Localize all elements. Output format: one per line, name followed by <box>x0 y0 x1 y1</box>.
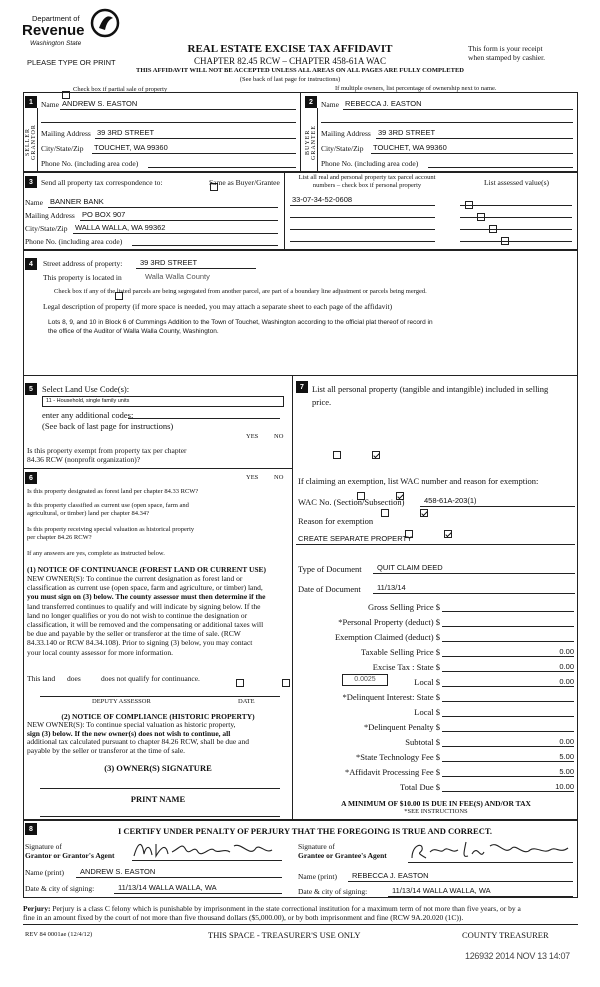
s5-yes-header: YES <box>246 433 259 440</box>
see-back: (See back of last page for instructions) <box>239 76 341 83</box>
section-5-number: 5 <box>25 383 37 395</box>
land-use-label: Select Land Use Code(s): <box>42 384 130 394</box>
deputy-date-label: DATE <box>238 698 255 705</box>
s3-city-label: City/State/Zip <box>25 224 68 233</box>
perjury-notice <box>23 904 583 922</box>
warning-line: THIS AFFIDAVIT WILL NOT BE ACCEPTED UNLESS ALL AREAS ON ALL PAGES ARE FULLY COMPLETED <box>136 67 464 74</box>
s2-phone-label: Phone No. (including area code) <box>321 159 419 168</box>
divider-5-6 <box>23 468 292 469</box>
current-use-no-checkbox[interactable] <box>420 509 428 517</box>
grantee-dc-label: Date & city of signing: <box>298 887 368 896</box>
exempt-question-2: 84.36 RCW (nonprofit organization)? <box>27 455 141 464</box>
grantor-np-value[interactable]: ANDREW S. EASTON <box>80 867 156 876</box>
personal-property-list-1: List all personal property (tangible and intangible) included in selling <box>312 384 549 394</box>
receipt-note <box>468 44 545 62</box>
s2-name-value[interactable]: REBECCA J. EASTON <box>345 99 422 108</box>
current-use-yes-checkbox[interactable] <box>381 509 389 517</box>
grantee-signature-text <box>408 838 415 839</box>
assessed-line-2 <box>460 217 572 218</box>
s3-mail-label: Mailing Address <box>25 211 75 220</box>
legal-line2: the office of the Auditor of Walla Walla County, Washington. <box>48 328 219 335</box>
s2-city-line <box>371 153 573 154</box>
street-value[interactable]: 39 3RD STREET <box>140 258 198 267</box>
personal-property-list-2: price. <box>312 397 332 407</box>
grantor-signature[interactable] <box>132 838 282 860</box>
perjury-bold: Perjury: <box>23 904 51 913</box>
print-name-line <box>40 816 280 817</box>
street-line <box>136 268 256 269</box>
grantee-sig-label-1: Signature of <box>298 842 335 851</box>
notice-1-title: (1) NOTICE OF CONTINUANCE (FOREST LAND OR CURRENT USE) <box>27 565 267 574</box>
fee-value[interactable] <box>442 632 574 642</box>
s5-no-header: NO <box>274 433 284 440</box>
s2-name-line <box>343 109 573 110</box>
seller-grantor-label: SELLER GRANTOR <box>25 124 37 161</box>
dept-line1: Department of <box>32 14 80 23</box>
notice-2-body <box>27 721 289 755</box>
assessed-line-4 <box>460 241 572 242</box>
historic-question-2: per chapter 84.26 RCW? <box>27 534 92 541</box>
rev-label: REV 84 0001ae (12/4/12) <box>25 931 93 938</box>
assessed-line-1 <box>460 205 572 206</box>
print-name-label: PRINT NAME <box>130 794 186 804</box>
s1-name-label: Name <box>41 100 59 109</box>
s2-mail-value[interactable]: 39 3RD STREET <box>378 128 436 137</box>
additional-codes-label: enter any additional codes: <box>42 410 134 420</box>
wac-line <box>420 506 575 507</box>
notice-1-line: be due and payable by the seller or transferor at the time of sale. (RCW <box>27 629 241 639</box>
fee-label: *Personal Property (deduct) $ <box>338 617 440 627</box>
grantee-sig-label-2: Grantee or Grantee's Agent <box>298 851 387 860</box>
divider-buyer-side <box>317 108 318 172</box>
perjury-text-2: fine in an amount fixed by the court of not more than five thousand dollars ($5,000.00), or by both imprisonment and fine (RCW 9A.20.020 (1C)). <box>23 913 464 922</box>
wa-logo-icon <box>90 8 120 38</box>
section-4-number: 4 <box>25 258 37 270</box>
s2-city-label: City/State/Zip <box>321 144 364 153</box>
land-does-checkbox[interactable] <box>236 679 244 687</box>
fee-label: Excise Tax : State $ <box>372 662 440 672</box>
divider-1-2 <box>300 92 301 172</box>
owner-signature-title: (3) OWNER(S) SIGNATURE <box>104 763 212 773</box>
s3-mail-value[interactable]: PO BOX 907 <box>82 210 126 219</box>
fee-value[interactable] <box>442 617 574 627</box>
doc-date-label: Date of Document <box>298 584 361 594</box>
s1-name-value[interactable]: ANDREW S. EASTON <box>62 99 138 108</box>
fee-label: Local $ <box>414 677 440 687</box>
this-land-label: This land <box>27 674 56 683</box>
land-does-label: does <box>67 674 81 683</box>
exempt-yes-checkbox[interactable] <box>333 451 341 459</box>
fee-value[interactable]: 0.00 <box>442 662 574 672</box>
section-8-number: 8 <box>25 823 37 835</box>
grantee-sig-line <box>408 862 573 863</box>
perjury-line-1 <box>23 904 583 913</box>
parcel-number-1[interactable]: 33-07-34-52-0608 <box>292 195 353 204</box>
s2-mail-line <box>376 138 573 139</box>
owner-signature-line <box>40 788 280 789</box>
s3-name-label: Name <box>25 198 43 207</box>
s3-city-line <box>73 233 278 234</box>
fee-value[interactable]: 10.00 <box>442 782 574 792</box>
fee-label: Gross Selling Price $ <box>367 602 440 612</box>
grantee-dc-value[interactable]: 11/13/14 WALLA WALLA, WA <box>392 886 491 895</box>
historic-question-1: Is this property receiving special valuation as historical property <box>27 526 195 533</box>
street-label: Street address of property: <box>43 259 123 268</box>
s2-city-value[interactable]: TOUCHET, WA 99360 <box>373 143 447 152</box>
grantee-dc-line <box>388 896 573 897</box>
s3-city-value[interactable]: WALLA WALLA, WA 99362 <box>75 223 166 232</box>
partial-sale-label: Check box if partial sale of property <box>73 86 168 93</box>
current-use-question-2: agricultural, or timber) land per chapter 84.34? <box>27 510 150 517</box>
s3-send-label: Send all property tax correspondence to: <box>41 178 163 187</box>
forest-question: Is this property designated as forest land per chapter 84.33 RCW? <box>27 488 199 495</box>
s1-city-line <box>92 153 296 154</box>
fee-value[interactable] <box>442 707 574 717</box>
located-label: This property is located in <box>43 273 122 282</box>
notice-1-line: classification, it will be removed and the compensating or additional taxes will <box>27 620 264 630</box>
s1-phone-label: Phone No. (including area code) <box>41 159 139 168</box>
section-6-number: 6 <box>25 472 37 484</box>
s2-mail-label: Mailing Address <box>321 129 371 138</box>
claim-exemption-label: If claiming an exemption, list WAC number and reason for exemption: <box>298 476 539 486</box>
notice-1-line: 84.33.140 or RCW 84.34.108). Prior to signing (3) below, you may contact <box>27 638 253 648</box>
notice-1-line: land transferred continues to qualify and will indicate by signing below. If the <box>27 601 261 611</box>
wac-value[interactable]: 458-61A-203(1) <box>424 496 477 505</box>
s2-phone-line <box>428 167 573 168</box>
section-4-box <box>23 250 578 375</box>
legal-label: Legal description of property (if more space is needed, you may attach a separate sheet to each page of the affidavit) <box>43 302 393 311</box>
grantee-np-line <box>348 881 573 882</box>
chapter-line: CHAPTER 82.45 RCW – CHAPTER 458-61A WAC <box>194 56 386 66</box>
s3-mail-line <box>80 220 278 221</box>
section-7-number: 7 <box>296 381 308 393</box>
s3-name-line <box>48 207 278 208</box>
notice-2-line: payable by the seller or transferor at the time of sale. <box>27 745 186 755</box>
fee-label: Local $ <box>414 707 440 717</box>
segregated-label: Check box if any of the listed parcels are being segregated from another parcel, are part of a boundary line adjustment or parcels being merged. <box>54 288 427 295</box>
located-value: Walla Walla County <box>145 272 210 281</box>
exempt-question-1: Is this property exempt from property tax per chapter <box>27 446 187 455</box>
fee-label: Subtotal $ <box>405 737 440 747</box>
fee-label: *State Technology Fee $ <box>356 752 440 762</box>
notice-2-title: (2) NOTICE OF COMPLIANCE (HISTORIC PROPERTY) <box>61 712 255 721</box>
grantor-sig-line <box>132 860 282 861</box>
fee-value[interactable]: 5.00 <box>442 767 574 777</box>
s1-mail-line <box>95 138 296 139</box>
certify-statement: I CERTIFY UNDER PENALTY OF PERJURY THAT THE FOREGOING IS TRUE AND CORRECT. <box>117 826 492 836</box>
reason-line <box>296 544 575 545</box>
fee-value[interactable]: 5.00 <box>442 752 574 762</box>
fee-value[interactable] <box>442 722 574 732</box>
dor-logo <box>10 8 120 53</box>
current-use-question-1: Is this property classified as current use (open space, farm and <box>27 502 189 509</box>
grantor-np-line <box>76 877 282 878</box>
form-title: REAL ESTATE EXCISE TAX AFFIDAVIT <box>187 43 393 55</box>
reason-value[interactable]: CREATE SEPARATE PROPERTY <box>298 534 413 543</box>
fee-label: Taxable Selling Price $ <box>361 647 440 657</box>
notice-1-line: land no longer qualifies or you do not wish to continue the designation or <box>27 610 248 620</box>
notice-2-line: NEW OWNER(S): To continue special valuation as historic property, <box>27 720 236 729</box>
divider-3-list <box>284 172 285 250</box>
fee-value[interactable]: 0.00 <box>442 677 574 687</box>
fee-label: *Affidavit Processing Fee $ <box>345 767 440 777</box>
s1-name-line <box>60 109 296 110</box>
notice-1-line: NEW OWNER(S): To continue the current designation as forest land or <box>27 574 243 583</box>
s5-see-back: (See back of last page for instructions) <box>42 421 174 431</box>
grantor-sig-label-2: Grantor or Grantor's Agent <box>25 851 115 860</box>
perjury-text-1: Perjury is a class C felony which is punishable by imprisonment in the state correctional institution for a maximum term of not more than five years, or by a <box>50 904 521 913</box>
parcel-line-2 <box>290 217 435 218</box>
doc-type-line <box>373 573 575 574</box>
dept-line3: Washington State <box>30 40 82 47</box>
fee-value[interactable]: 0.00 <box>442 647 574 657</box>
notice-1-line: you must sign on (3) below. The county assessor must then determine if the <box>27 592 266 602</box>
grantee-np-label: Name (print) <box>298 872 337 881</box>
divider-seller-side <box>37 108 38 172</box>
land-does-not-checkbox[interactable] <box>282 679 290 687</box>
fee-label: *Delinquent Interest: State $ <box>342 692 440 702</box>
parcel-line-3 <box>290 229 435 230</box>
fee-value[interactable] <box>442 692 574 702</box>
grantee-signature[interactable] <box>408 838 573 862</box>
s1-phone-line <box>148 167 296 168</box>
legal-line1: Lots 8, 9, and 10 in Block 6 of Cummings Addition to the Town of Touchet, Washington according to the official plat thereof of record in <box>48 319 433 326</box>
grantor-dc-line <box>114 893 282 894</box>
grantor-signature-scribble <box>132 838 282 860</box>
section-3-number: 3 <box>25 176 37 188</box>
treasurer-space: THIS SPACE - TREASURER'S USE ONLY <box>208 930 361 940</box>
receipt-stamp: 126932 2014 NOV 13 14:07 <box>465 951 570 961</box>
grantor-dc-label: Date & city of signing: <box>25 884 95 893</box>
fee-label: *Delinquent Penalty $ <box>363 722 440 732</box>
s3-phone-label: Phone No. (including area code) <box>25 237 123 246</box>
doc-date-value[interactable]: 11/13/14 <box>377 583 406 592</box>
parcel-line-1 <box>290 205 435 206</box>
fee-label: Exemption Claimed (deduct) $ <box>334 632 440 642</box>
grantor-np-label: Name (print) <box>25 868 64 877</box>
see-instructions: *SEE INSTRUCTIONS <box>404 808 468 815</box>
divider-5-7 <box>292 375 293 820</box>
minimum-note: A MINIMUM OF $10.00 IS DUE IN FEE(S) AND/OR TAX <box>341 799 531 808</box>
section-1-number: 1 <box>25 96 37 108</box>
s1-mail-label: Mailing Address <box>41 129 91 138</box>
s1-city-value[interactable]: TOUCHET, WA 99360 <box>94 143 168 152</box>
doc-date-line <box>373 593 575 594</box>
notice-1-body <box>27 574 289 657</box>
assessed-header: List assessed value(s) <box>484 178 549 187</box>
s6-no-header: NO <box>274 474 284 481</box>
parcel-line-4 <box>290 241 435 242</box>
grantor-sig-label-1: Signature of <box>25 842 62 851</box>
notice-1-line: classification as current use (open space, farm and agriculture, or timber) land, <box>27 583 263 593</box>
reason-label: Reason for exemption <box>298 516 374 526</box>
buyer-grantee-label: BUYER GRANTEE <box>305 125 317 160</box>
deputy-assessor-label: DEPUTY ASSESSOR <box>92 698 151 705</box>
wac-label: WAC No. (Section/Subsection) <box>298 497 405 507</box>
multiple-owners-note: If multiple owners, list percentage of ownership next to name. <box>335 85 497 92</box>
if-any-yes: If any answers are yes, complete as instructed below. <box>27 550 165 557</box>
grantee-np-value[interactable]: REBECCA J. EASTON <box>352 871 429 880</box>
grantee-signature-scribble <box>408 838 573 862</box>
s1-extra-line <box>41 122 296 123</box>
s1-city-label: City/State/Zip <box>41 144 84 153</box>
dept-line2: Revenue <box>22 22 85 39</box>
s3-name-value[interactable]: BANNER BANK <box>50 197 104 206</box>
footer-rule <box>23 924 578 925</box>
receipt-line2: when stamped by cashier. <box>468 53 546 62</box>
county-treasurer: COUNTY TREASURER <box>462 930 549 940</box>
grantor-signature-text <box>132 838 139 839</box>
notice-2-line: sign (3) below. If the new owner(s) does not wish to continue, all <box>27 728 231 738</box>
fee-value[interactable] <box>442 602 574 612</box>
fee-value[interactable]: 0.00 <box>442 737 574 747</box>
doc-type-value[interactable]: QUIT CLAIM DEED <box>377 563 443 572</box>
parcel-list-header: List all real and personal property tax parcel account numbers – check box if personal property <box>298 174 436 189</box>
s2-extra-line <box>321 122 573 123</box>
assessed-line-3 <box>460 229 572 230</box>
please-type: PLEASE TYPE OR PRINT <box>27 58 116 67</box>
grantor-dc-value[interactable]: 11/13/14 WALLA WALLA, WA <box>118 883 217 892</box>
historic-no-checkbox[interactable] <box>444 530 452 538</box>
land-does-not-label: does not qualify for continuance. <box>101 674 200 683</box>
s2-name-label: Name <box>321 100 339 109</box>
section-2-number: 2 <box>305 96 317 108</box>
s1-mail-value[interactable]: 39 3RD STREET <box>97 128 155 137</box>
land-use-code-input[interactable]: 11 - Household, single family units <box>42 396 284 407</box>
receipt-line1: This form is your receipt <box>468 44 543 53</box>
notice-2-line: additional tax calculated pursuant to chapter 84.26 RCW, shall be due and <box>27 737 249 746</box>
additional-codes-line <box>128 418 280 419</box>
exempt-no-checkbox[interactable] <box>372 451 380 459</box>
doc-type-label: Type of Document <box>298 564 362 574</box>
same-as-buyer-label: Same as Buyer/Grantee <box>209 178 280 187</box>
fee-label: Total Due $ <box>399 782 440 792</box>
s3-phone-line <box>132 245 278 246</box>
notice-1-line: your local county assessor for more information. <box>27 647 174 657</box>
s6-yes-header: YES <box>246 474 259 481</box>
local-rate-input[interactable]: 0.0025 <box>342 674 388 686</box>
deputy-line <box>40 696 280 697</box>
